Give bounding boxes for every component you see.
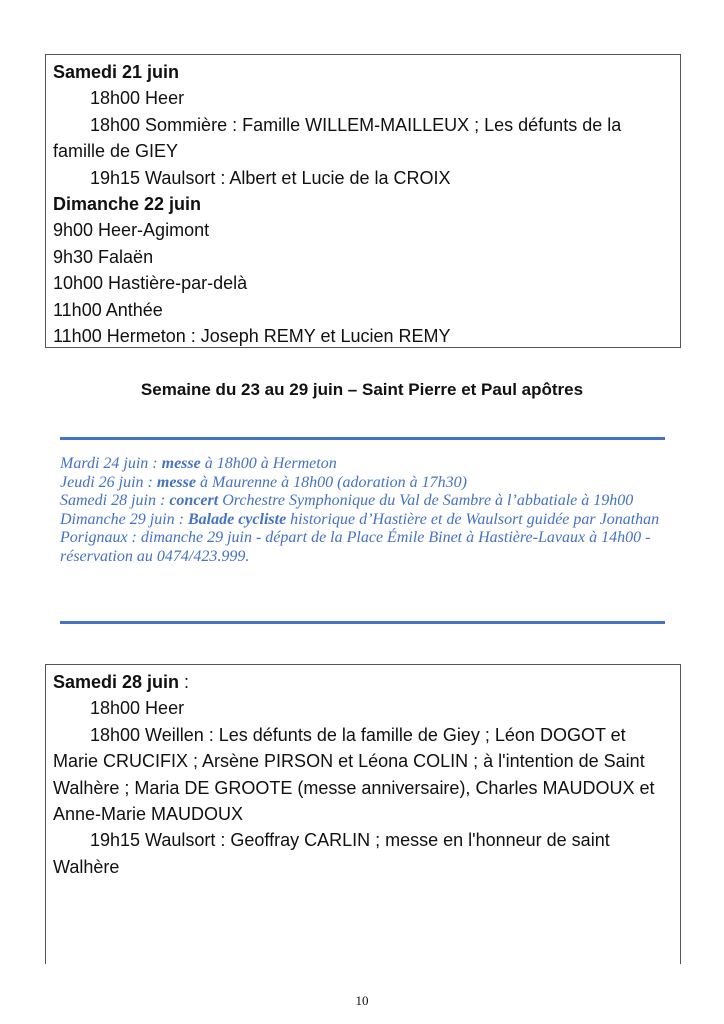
day-heading-saturday: Samedi 21 juin <box>53 62 180 82</box>
notice-line-sunday: Dimanche 29 juin : Balade cycliste historique d’Hastière et de Waulsort guidée par Jonathan Porignaux : dimanche 29 juin - départ de la Place Émile Binet à Hastière-Lavaux à 14h00 - réservation au 0474/423.999. <box>60 510 660 565</box>
schedule-entry: 18h00 Sommière : Famille WILLEM-MAILLEUX ; Les défunts de la famille de GIEY <box>53 114 622 162</box>
schedule-entry: 9h00 Heer-Agimont <box>53 220 210 241</box>
weekly-notice <box>60 455 665 567</box>
schedule-entry: 10h00 Hastière-par-delà <box>53 273 248 294</box>
notice-line-saturday: Samedi 28 juin : concert Orchestre Symphonique du Val de Sambre à l’abbatiale à 19h00 <box>60 492 634 510</box>
schedule-entry: 18h00 Heer <box>90 698 185 719</box>
schedule-entry: 9h30 Falaën <box>53 246 154 267</box>
schedule-entry: 19h15 Waulsort : Geoffray CARLIN ; messe en l'honneur de saint Walhère <box>53 830 610 877</box>
page-number: 10 <box>355 993 369 1008</box>
schedule-entry: 11h00 Anthée <box>53 299 163 320</box>
schedule-entry: 18h00 Heer <box>90 88 185 109</box>
notice-bottom-rule <box>60 621 665 624</box>
schedule-entry: 18h00 Weillen : Les défunts de la famille de Giey ; Léon DOGOT et Marie CRUCIFIX ; Arsène PIRSON et Léona COLIN ; à l'intention de Saint Walhère ; Maria DE GROOTE (messe anniversaire), Charles MAUDOUX et Anne-Marie MAUDOUX <box>53 724 655 825</box>
notice-top-rule <box>60 437 665 440</box>
schedule-entry: 11h00 Hermeton : Joseph REMY et Lucien REMY <box>53 326 451 347</box>
notice-line-thursday: Jeudi 26 juin : messe à Maurenne à 18h00 (adoration à 17h30) <box>60 473 467 491</box>
day-heading-saturday: Samedi 28 juin : <box>53 672 190 692</box>
schedule-box-saturday-28 <box>45 664 681 964</box>
schedule-entry: 19h15 Waulsort : Albert et Lucie de la CROIX <box>90 167 451 188</box>
week-title: Semaine du 23 au 29 juin – Saint Pierre et Paul apôtres <box>140 380 584 399</box>
day-heading-sunday: Dimanche 22 juin <box>53 194 202 215</box>
schedule-box-weekend-21-22 <box>45 54 681 348</box>
notice-line-tuesday: Mardi 24 juin : messe à 18h00 à Hermeton <box>60 455 337 472</box>
